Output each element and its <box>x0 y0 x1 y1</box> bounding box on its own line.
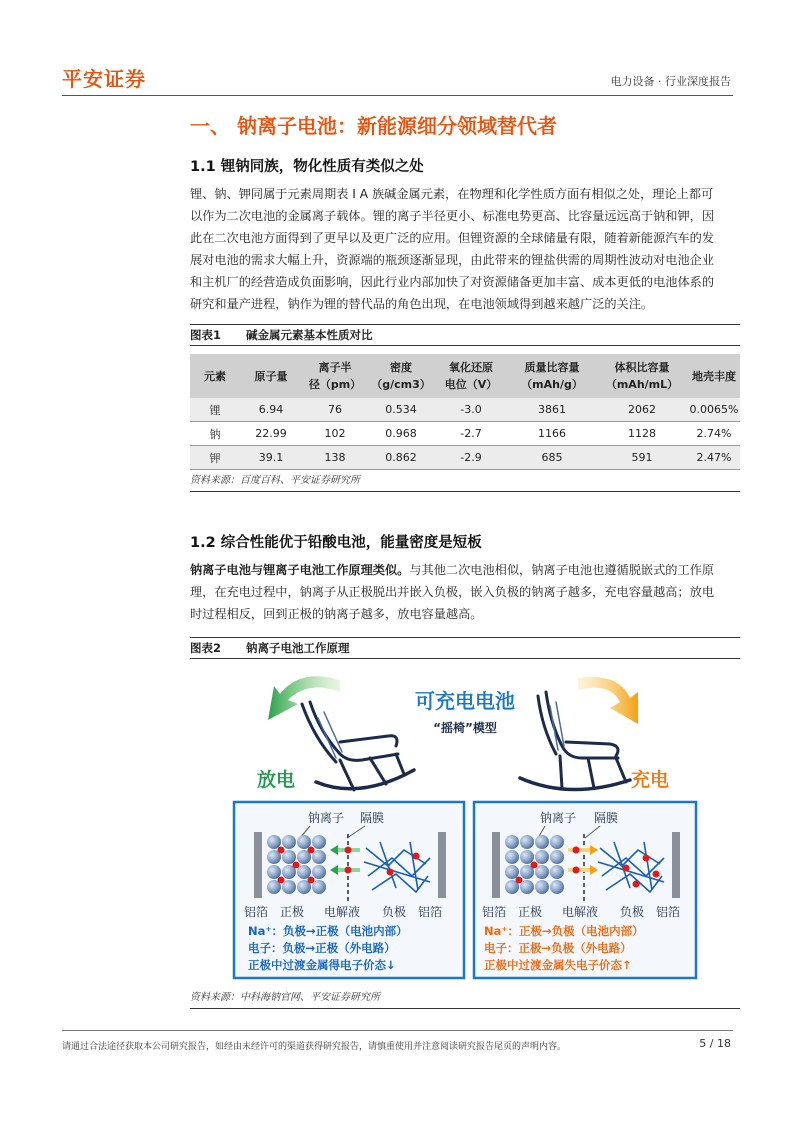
figure1-title-bar <box>190 324 740 346</box>
table-cell: 102 <box>302 422 368 446</box>
section-title: 一、 钠离子电池：新能源细分领域替代者 <box>190 114 557 138</box>
table-cell: -3.0 <box>434 398 508 422</box>
footer-disclaimer: 请通过合法途径获取本公司研究报告，如经由未经许可的渠道获得研究报告，请慎重使用并注意阅读研究报告尾页的声明内容。 <box>62 1042 567 1052</box>
table-cell: 138 <box>302 446 368 470</box>
footer-divider <box>62 1030 733 1031</box>
anode-label: 负极 <box>620 905 645 919</box>
figure2-title: 钠离子电池工作原理 <box>246 641 350 655</box>
panel-line-3: 正极中过渡金属得电子价态↓ <box>248 958 396 972</box>
properties-table-wrapper <box>190 354 740 470</box>
figure1-title: 碱金属元素基本性质对比 <box>246 328 373 342</box>
report-type: 电力设备 · 行业深度报告 <box>610 75 731 88</box>
table-cell: 76 <box>302 398 368 422</box>
subsection-title-1-1: 1.1 锂钠同族，物化性质有类似之处 <box>190 159 424 175</box>
figure1-source: 资料来源：百度百科、平安证券研究所 <box>190 473 740 492</box>
paragraph-line: 和主机厂的经营造成负面影响，因此行业内部加快了对资源储备更加丰富、成本更低的电池体系的 <box>190 275 715 289</box>
header-cell: 质量比容量 （mAh/g） <box>508 354 596 398</box>
foil-label: 铝箔 <box>656 905 681 919</box>
diagram-title: 可充电电池 <box>415 689 515 713</box>
brand-logo: 平安证券 <box>62 67 146 91</box>
table-cell: 锂 <box>190 398 240 422</box>
ion-label: 钠离子 <box>540 811 577 825</box>
discharge-panel <box>234 802 464 978</box>
diagram-subtitle: “摇椅”模型 <box>433 721 497 735</box>
table-cell: 0.0065% <box>688 398 740 422</box>
bold-lead: 钠离子电池与锂离子电池工作原理类似。 <box>190 563 410 577</box>
table-row <box>190 446 740 470</box>
header-cell: 体积比容量 （mAh/mL） <box>596 354 688 398</box>
rocking-chair-left-icon <box>302 702 414 790</box>
separator-label: 隔膜 <box>360 811 385 825</box>
paragraph-line: 此在二次电池方面得到了更早以及更广泛的应用。但锂资源的全球储量有限，随着新能源汽车的发 <box>190 231 715 245</box>
cathode-label: 正极 <box>280 905 305 919</box>
table-cell: -2.7 <box>434 422 508 446</box>
electrolyte-label: 电解液 <box>562 905 599 919</box>
panel-line-2: 电子：正极→负极（外电路） <box>484 941 632 955</box>
foil-label: 铝箔 <box>482 905 507 919</box>
table-cell: 0.968 <box>368 422 434 446</box>
paragraph-1-1 <box>190 183 738 315</box>
table-cell: 22.99 <box>240 422 302 446</box>
table-cell: 1166 <box>508 422 596 446</box>
foil-label: 铝箔 <box>418 905 443 919</box>
table-cell: 6.94 <box>240 398 302 422</box>
rocking-chair-diagram <box>190 662 740 987</box>
page-number: 5 / 18 <box>699 1037 731 1050</box>
table-cell: 1128 <box>596 422 688 446</box>
charge-label: 充电 <box>630 769 670 791</box>
header-cell: 氧化还原 电位（V） <box>434 354 508 398</box>
paragraph-line: 理，在充电过程中，钠离子从正极脱出并嵌入负极，嵌入负极的钠离子越多，充电容量越高；放电 <box>190 585 715 599</box>
separator-label: 隔膜 <box>594 811 619 825</box>
cathode-label: 正极 <box>518 905 543 919</box>
paragraph-line: 时过程相反，回到正极的钠离子越多，放电容量越高。 <box>190 607 483 621</box>
paragraph-line: 以作为二次电池的金属离子载体。锂的离子半径更小、标准电势更高、比容量远远高于钠和钾，因 <box>190 209 715 223</box>
figure2-title-bar <box>190 637 740 659</box>
charge-arrow-icon <box>578 677 638 724</box>
panel-line-2: 电子：负极→正极（外电路） <box>248 941 396 955</box>
table-cell: 钠 <box>190 422 240 446</box>
table-cell: 0.862 <box>368 446 434 470</box>
paragraph-1-2 <box>190 559 738 625</box>
table-cell: 0.534 <box>368 398 434 422</box>
header-divider <box>62 95 733 96</box>
paragraph-line: 研究和量产进程，钠作为锂的替代品的角色出现，在电池领域得到越来越广泛的关注。 <box>190 297 654 311</box>
subsection-title-1-2: 1.2 综合性能优于铅酸电池，能量密度是短板 <box>190 535 482 551</box>
paragraph-line: 展对电池的需求大幅上升，资源端的瓶颈逐渐显现，由此带来的锂盐供需的周期性波动对电池企业 <box>190 253 715 267</box>
table-cell: -2.9 <box>434 446 508 470</box>
anode-label: 负极 <box>382 905 407 919</box>
table-row <box>190 398 740 422</box>
figure2-number: 图表2 <box>190 641 222 655</box>
table-row <box>190 422 740 446</box>
header-cell: 原子量 <box>240 354 302 398</box>
figure1-number: 图表1 <box>190 328 222 342</box>
table-cell: 3861 <box>508 398 596 422</box>
table-cell: 2.47% <box>688 446 740 470</box>
electrolyte-label: 电解液 <box>324 905 361 919</box>
ion-label: 钠离子 <box>308 811 345 825</box>
table-cell: 钾 <box>190 446 240 470</box>
table-cell: 39.1 <box>240 446 302 470</box>
charge-panel <box>474 802 696 978</box>
paragraph-line: 锂、钠、钾同属于元素周期表 I A 族碱金属元素，在物理和化学性质方面有相似之处，理论上都可 <box>190 187 714 201</box>
table-cell: 2062 <box>596 398 688 422</box>
table-cell: 591 <box>596 446 688 470</box>
table-cell: 685 <box>508 446 596 470</box>
figure2-source: 资料来源：中科海钠官网、平安证券研究所 <box>190 990 740 1009</box>
foil-label: 铝箔 <box>244 905 269 919</box>
properties-table <box>190 354 740 470</box>
header-cell: 离子半 径（pm） <box>302 354 368 398</box>
table-header-row <box>190 354 740 398</box>
panel-line-1: Na⁺：负极→正极（电池内部） <box>248 924 408 938</box>
paragraph-line: 钠离子电池与锂离子电池工作原理类似。与其他二次电池相似，钠离子电池也遵循脱嵌式的工作原 <box>190 563 715 577</box>
table-cell: 2.74% <box>688 422 740 446</box>
panel-line-1: Na⁺：正极→负极（电池内部） <box>484 924 644 938</box>
header-cell: 地壳丰度 <box>688 354 740 398</box>
panel-line-3: 正极中过渡金属失电子价态↑ <box>484 958 632 972</box>
discharge-label: 放电 <box>256 769 296 791</box>
header-cell: 元素 <box>190 354 240 398</box>
header-cell: 密度 （g/cm3） <box>368 354 434 398</box>
